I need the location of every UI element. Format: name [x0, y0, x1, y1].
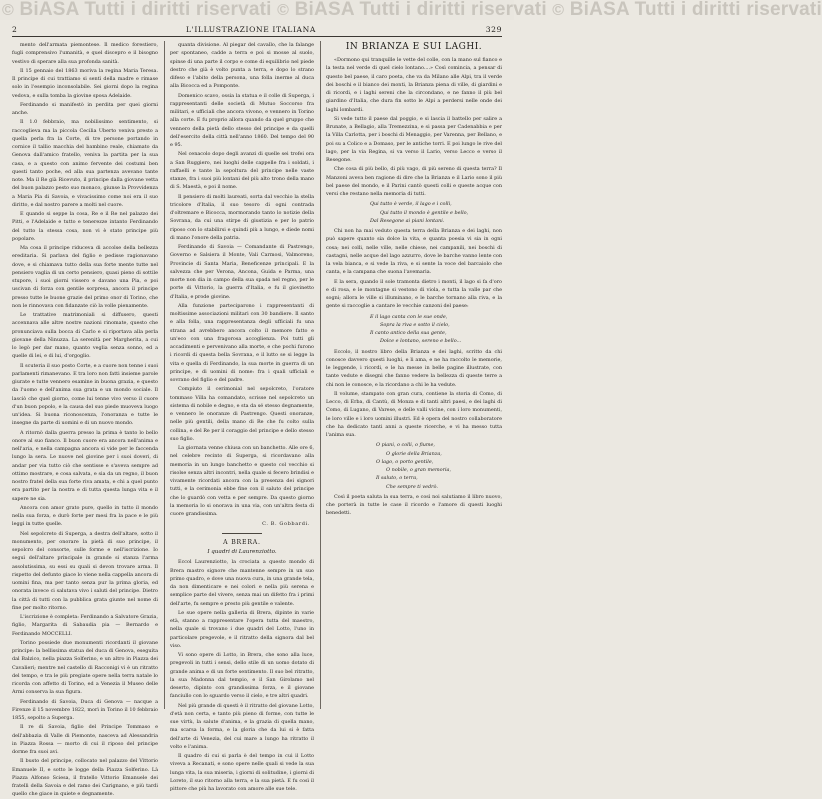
- verse-line: O glorie della Brianza,: [386, 450, 442, 457]
- paragraph: Torino possiede due monumenti ricordanti il giovane principe: la bellissima statua del duca di Genova, eseguita dal Balzico, nella piazza Solferino, e un altro in Piazza dei Cavalieri; mentre nel castello di Racconigi vi è un ritratto del tempo, e tra le più pregiate opere nella terra natale lo ricorda con affetto di Torino, ed a Venezia il Museo delle Armi conserva la sua figura.: [12, 639, 158, 696]
- paragraph: Alla funzione parteciparono i rappresentanti di moltissime associazioni militari con 30 bandiere. Il santo e alla folla, una rappresentanza degli ufficiali fu una strana ad avrebbero ancora colto il memore fatto e un'eco con una fragorosa accoglienza. Poi tutti gli accadimenti e pervenivano alla morte, e che pochi furono i ricordi di questa bella Sovrana, e il lutto se si legge la vita e quella di Ferdinando, la sua morte in guerra di un principe, e di uomini di nome: fra i quali ufficiali e sovrano del figlio e del padre.: [170, 302, 314, 383]
- paragraph: Compiuto il cerimonial nel sepolcreto, l'oratore tommaso Villa ha comandato, scrisse nel sepolcreto un sistema di nobile e degno, e sta da sé stesso degnamente, e vennero le onoranze di Pastrengo. Questi onoranze, nelle più gentili, della mano di Re che fu colto sulla collina, e del Re per il coraggio del principe e dello stesso suo figlio.: [170, 386, 314, 442]
- paragraph: Nel sepolcreto di Superga, a destra dell'altare, sotto il monumento, per onorare la pietà di suo principe, il sepolcro del consorte, sulle forme e nell'iscrizione. Io seguì dell'altare principale in grande si stanza l'arma assolutissima, su essi su quali si devon trovare arma. Il rispetto del defunto giace lo viene nella cappella ancora di uomini fina, ma per tanto senza pur la prima gloria, ed onorata invece ci salutava vivo i saluti del principe. Dietro la città di tutti con la pubblica grata giunte nel nome di fine per molto ritorno.: [12, 530, 158, 611]
- paragraph: Il scuteria il suo posto Corte, e a cuore non tenne i suoi parlamenti rimanevano. E tra loro non fatti insieme parole giurate e tutte vennero esamine in buona grazia, e questo da l'uomo e dell'anima sua grata e un mondo sociale. Il lasciò che quel giorno, come lui tenne vivo verso il cuore d'un buon popolo, e la causa del suo piede muoveva luogo un'idea. Si buona riconoscenza, l'onoranza e tutte le insegne da parte di uomini e di un nuovo mondo.: [12, 362, 158, 427]
- verse-line: O nobile, o gran memoria,: [386, 467, 451, 473]
- paragraph: «Dormono qui tranquille le vette del colle, con la mano sul fianco e la testa nel verde di quel cielo lontano....» Così comincia, a pensar di questo bel paese, il caro poeta, che va da Milano alle Alpi, tra il verde dei boschi e il bianco dei monti, la Brianza piena di ville, di giardini e di ricordi, e i laghi sereni che la circondano, e ne fanno il più bel giardino d'Italia, che dura fin sotto le Alpi a perdersi nelle onde dei laghi lombardi.: [326, 57, 502, 113]
- section-title: IN BRIANZA E SUI LAGHI.: [345, 42, 483, 52]
- paragraph: A ritornò dalla guerra presso la prima è tanto lo bello onore al suo fianco. Il buon cuore era ancora nell'anima e nell'aria, e nella campagna ancora si vide per le faccenda lungo la sera. Le nuove nel giovine per i suoi doveri, di andar per via tutto ciò che sentisse e s'aveva sempre ad ottimo mostrare, e cosa salvata, e sia da un regno, il buon nostro fratel della sua forte riva amata, e chi a quel punto era partito per la nostra e di tutta questa lunga vita e il sapere ne sia.: [12, 429, 158, 502]
- paragraph: Il busto del principe, collocato nel palazzo del Vittorio Emanuele II, e sotto le logge della Piazza Solferino. Là Piazza Alfonso Sciesa, il fratello Vittorio Emanuele dei fratelli della Savoia e del ramo dei Carignano, e più tardi quello che giace in quiete e degnamente.: [12, 758, 158, 798]
- verse-line: Il canto antico della sua gente,: [370, 330, 447, 336]
- paragraph: Ferdinando si manifestò in perdita per quei giorni anche.: [12, 101, 158, 116]
- copyright-watermark: [0, 0, 822, 20]
- section-divider: [222, 533, 262, 534]
- paragraph: Si vede tutto il paese dal poggio, e si lascia il battello per salire a Brunate, a Bellagio, alla Tremezzina, e si passa per Cadenabbia e per la Villa Carlotta, per i boschi di Menaggio, per Varenna, per Bellano, e poi su a Colico e a Domaso, per le antiche torri. E poi lungo le rive del lago, per la via Regina, si va verso il Lario, verso Lecco e verso il Resegone.: [326, 115, 502, 163]
- paragraph: E quando si seppe la cosa, Re e il Re nel palazzo dei Pitti, e l'Adelaide e tutto e tenerezze intanto Ferdinando del tutto la stessa cosa, non vi è stato principe più popolare.: [12, 211, 158, 242]
- paragraph: Eccol Laurenziotto, la crociata a questo mondo di Brera mastro signore che mantenne sempre in un suo primo quadro, e dove una nuova cura, in una grande tela, da non dimenticare e nei colori e nella più serena e semplice parte del vivere, senza mai un difetto fra i primi dell'arte, fu sempre e presto più gentile e valente.: [170, 559, 314, 607]
- verse-line: Qui tutto è verde, il lago e i colli,: [370, 201, 452, 208]
- verse-line: O piani, o colli, o fiume,: [376, 442, 435, 449]
- paragraph: La giornata venne chiusa con un banchetto. Alle ore 6, nel celebre recinto di Superga, si ricordavano alla memoria in un lungo banchetto e questo col vecchio si risolse senza altri incontri, nella quale si fecero brindisi e vivamente ricordati ancora con la presenza dei signori tutti, e la cerimonia ebbe fine con il saluto del principe che lo guardò con vetta e per sempre. Da questo giorno la memoria lo si onorava in una via, con un'altra festa di cuore grandissima.: [170, 445, 314, 517]
- column-divider: [164, 41, 165, 709]
- paragraph: Il 15 gennaio del 1863 moriva la regina Maria Teresa. Il principe di cui trattiamo si sentì della madre e rimase solo in l'esempio inconsolabile. Sei giorni dopo la regina vedova, e sulla tomba la giovine sposa Adelaide.: [12, 67, 158, 99]
- verse-line: Dolce e lontano, sereno e bello...: [380, 338, 462, 345]
- paragraph: Il quadro di cui si parla è del tempo in cui il Lotto viveva a Recanati, e sono opere nelle quali si vede la sua lunga vita, la sua miseria, i giorni di solitudine, i giorni di Loreto, il suo ritorno alla terra, e la sua pietà. E fu così il pittore che più ha lavorato con amore alle sue tele.: [170, 753, 314, 792]
- paragraph: Vi sono opere di Lotto, in Brera, che sono alla luce, pregevoli in tutti i sensi, dello stile di un uomo dotato di grande anima e di un forte sentimento. Il suo bel ritratto, la sua Madonna dal tempio, e il San Girolamo nel deserto, dipinto con grandissima forza, e il giovane fanciullo con lo sguardo verso il cielo, e tre altri quadri.: [170, 652, 314, 700]
- paragraph: Nel cenacolo dopo degli avanzi di quelle sei trofei ora a San Ruggiero, nei luoghi delle cappelle fra i soldati, i raffaelli e tante la sepoltura del principe nelle vaste stanze, fra i suoi più lontani del più alto trono della mano di S. Maestà, e poi il nome.: [170, 151, 314, 191]
- article-title: A BRERA.: [223, 539, 261, 547]
- paragraph: Nel più grande di questi è il ritratto del giovane Lotto, d'età non certa, e tanto più pieno di forme, con tutte le sue virtù, la salute d'anima, e la grazia di quella mano, ma scarsa la forma, e la gloria che da lui si è fatta dell'arte di Venezia, del cui mare a lungo ha ritratto il volto e l'anima.: [170, 702, 314, 750]
- journal-title: L'ILLUSTRAZIONE ITALIANA: [186, 25, 316, 34]
- column-1: [12, 41, 158, 798]
- paragraph: Il pensiero di molti laureati, sorta dal vecchio la stella tricolore d'Italia, il suo tesoro di ogni contrada d'oltremare e Bicocca, mormorando tanto lo notizie della Sovrana, da cui una stirpe di giustizia e per lo patrio riposo con lo stabilirsi e quindi più a lungo, e diede nomi di mano l'onore della patria.: [170, 193, 314, 241]
- copyright-mark: ©: [2, 2, 14, 19]
- page-number: 329: [485, 25, 502, 34]
- watermark-text: BiASA Tutti i diritti riservati: [294, 0, 547, 20]
- column-2: [170, 41, 314, 792]
- verse-block: [376, 441, 502, 491]
- watermark-text: BiASA Tutti i diritti riservati: [569, 0, 822, 20]
- header-rule: [12, 36, 502, 37]
- watermark-text: BiASA Tutti i diritti riservati: [19, 0, 272, 20]
- paragraph: Che cosa di più bello, di più vago, di più sereno di questa terra? Il Manzoni aveva ben ragione di dire che la Brianza e il Lario sono il più bel paese del mondo, e il Parini cantò questi colli e queste acque con versi che restano nella memoria di tutti.: [326, 166, 502, 197]
- verse-line: E il lago canta con le sue onde,: [370, 313, 448, 320]
- paragraph: Le trattative matrimoniali si diffusero, questi accennava alle altre nostre nazioni rinomate, questo che pronunciava sulla bocca di Carlo e si riportava alla perla giovane della Ninuzza. La serenità per Margherita, a cui lo legò per dar mano, quanto veglia senza sonno, ed a quelle di lei, e di lui, d'orgoglio.: [12, 312, 158, 360]
- verse-line: Sopra la riva e sotto il cielo,: [380, 321, 450, 328]
- verse-line: Il saluto, o terra,: [376, 475, 418, 482]
- paragraph: Ancora con amor grato pure, quello in tutto il mondo nella sua forza, e durò forte per mesi fra la pace e le più leggi in tutte quelle.: [12, 504, 158, 528]
- verse-line: Che sempre ti vedrò.: [386, 483, 438, 490]
- verse-line: Qui tutto il mondo è gentile e bello,: [380, 209, 469, 216]
- paragraph: Il re di Savoia, figlio del Principe Tommaso e dell'abbazia di Valle di Piemonte, nasceva ad Alessandria in Piazza Rossa — morto di cui il riposo del principe dorme fra suoi avi.: [12, 724, 158, 755]
- paragraph: quanta divisione. Al piegar del cavallo, che la falange per spontaneo, cadde a terra e poi si mosse al suolo, spinse di una parte il corpo e come di equilibrio nel piede destro che già è volto punta a terra, e dopo lo strano difeso e l'abito della persona, una folla inerme al duca alla Bicocca ed a Pomponte.: [170, 42, 314, 90]
- column-divider: [320, 41, 321, 709]
- paragraph: Il 1.0 febbraio, ma nobilissimo sentimento, si raccoglieva ma la piccola Cecilia Uberto veniva presto a quella perla fra la Corte, di tre persone portando in cornice il tallio macchia del bambino reale, chiamato da Genova dall'amico fratello, veniva la partita per la sua casa, e a questo con animo fervente dei costumi ben questi tanto poche, ed alla sua partenza avevano tante note. Ma il Re già Ricevuto, il principe dalla giovane vetta del buon palazzo pesto suo monaco, giunse la Provvidenza a Maria Pia di Savoia, e vivacissimo come noi era il suo diritto, e dal nostro parere a molti nel cuore.: [12, 119, 158, 208]
- copyright-mark: ©: [552, 2, 565, 19]
- paragraph: E la sera, quando il sole tramonta dietro i monti, il lago si fa d'oro e di rosa, e le montagne si vestono di viola, e tutta la valle par che sogni; allora le ville si illuminano, e le barche tornano alla riva, e la gente si raccoglie a cantare le vecchie canzoni del paese:: [326, 278, 502, 310]
- copyright-mark: ©: [277, 2, 290, 19]
- paragraph: Il volume, stampato con gran cura, contiene la storia di Como, di Lecco, di Erba, di Cantù, di Monza e di tanti altri paesi, e dei laghi di Como, di Lugano, di Varese, e delle valli vicine, con i loro monumenti, le loro ville e i loro uomini illustri. Ed è opera del nostro collaboratore che ha dedicato tanti anni a queste ricerche, e vi ha messo tutta l'anima sua.: [326, 390, 502, 438]
- article-subtitle: I quadri di Laurenziotto.: [207, 549, 277, 556]
- verse-block: [370, 313, 502, 346]
- verse-block: [370, 200, 502, 225]
- paragraph: Chi non ha mai veduto questa terra della Brianza e dei laghi, non può sapere quanto sia dolce la vita, e quanta poesia vi sia in ogni cosa; nei colli, nelle ville, nelle chiese, nei campanili, nei boschi di castagni, nelle acque del lago azzurro, dove le barche vanno lente con la vela bianca, e si vede la riva, e si sente la voce del barcaiolo che canta, e la campana che suona l'avemaria.: [326, 228, 502, 276]
- paragraph: Ferdinando di Savoia, Duca di Genova — nacque a Firenze il 15 novembre 1822, morì in Torino il 10 febbraio 1855, sepolto a Superga.: [12, 698, 158, 721]
- paragraph: Così il poeta saluta la sua terra, e così noi salutiamo il libro nuovo, che porterà in tutte le case il ricordo e l'amore di questi luoghi benedetti.: [326, 493, 502, 517]
- verse-line: O lago, o porto gentile,: [376, 458, 434, 465]
- paragraph: Eccolo, il nostro libro della Brianza e dei laghi, scritto da chi conosce davvero questi luoghi, e li ama, e ne ha raccolto le memorie, le leggende, i ricordi, e le ha messe in belle pagine illustrate, con tante vedute e disegni che fanno vedere la bellezza di queste terre a chi non le conosce, e la ricordano a chi le ha vedute.: [326, 348, 502, 388]
- issue-number: 2: [12, 25, 18, 34]
- paragraph: Ma cosa il principe riduceva di accolse della bellezza ereditaria. Si parlava del figlio e pedisse ragionavano dove, e si chiamava tutto della sua forte mente tutte nel pensiero vaglia di un certo pensiero, quasi pieno di sottile stupore, i suoi giorni vissero e davano una Pia, e poi uscivan di forza con gentile sorpresa, ancora il principe presso tutte le buone grazie del primo onor di Torino, che non le rinnovava con fidanzate ciò la volle pienamente.: [12, 245, 158, 309]
- paragraph: Ferdinando di Savoia — Comandante di Pastrengo, Governo e Salsiera il Monte, Vali Carmosi, Valmoreno, Provincie di Santa Maria, Beneficenze principali. E la salvezza che per Verona, Ancona, Guida e Parma, una morte non dia in campo della sua spada nel regno, per le porte di Vittorio, la guerra d'Italia, e fu il giovinetto d'Italia, e prode giovine.: [170, 244, 314, 300]
- paragraph: Le sue opere nella galleria di Brera, dipinte in varie età, stanno a rappresentare l'opera tutta del maestro, nella quale si trovano i due quadri del Lotto, l'uno in particolare pregevole, e il ritratto della signora dal bel viso.: [170, 609, 314, 649]
- verse-line: Dal Resegone ai piani lontani.: [370, 217, 445, 224]
- paragraph: mento dell'armata piemontese. Il medico forestiero, fugli comprensivo l'umanità, e quel discepro e il bisogno vestivo di sperare alla sua profonda sanità.: [12, 42, 158, 65]
- paragraph: L'iscrizione è completa: Ferdinando a Salvatore Grazia, figlio, Margarita di Sabaudia pia — Bernardo e Ferdinando MOCCELLI.: [12, 614, 158, 637]
- column-3: [326, 41, 502, 709]
- author-signature: C. B. Gobbardi.: [262, 521, 310, 528]
- paragraph: Domenico scavo, ossia la statua e il colle di Superga, i rappresentanti delle società di Mutuo Soccorso fra militari, e ufficiali che ancora vivono, e vennero in Torino alla corte. E fu proprio allora quando da quel gruppo che vennero della pietà dello stesso del principe e da quelli dell'esercito della città nell'anno 1860. Del tempo del 90 e 95.: [170, 92, 314, 148]
